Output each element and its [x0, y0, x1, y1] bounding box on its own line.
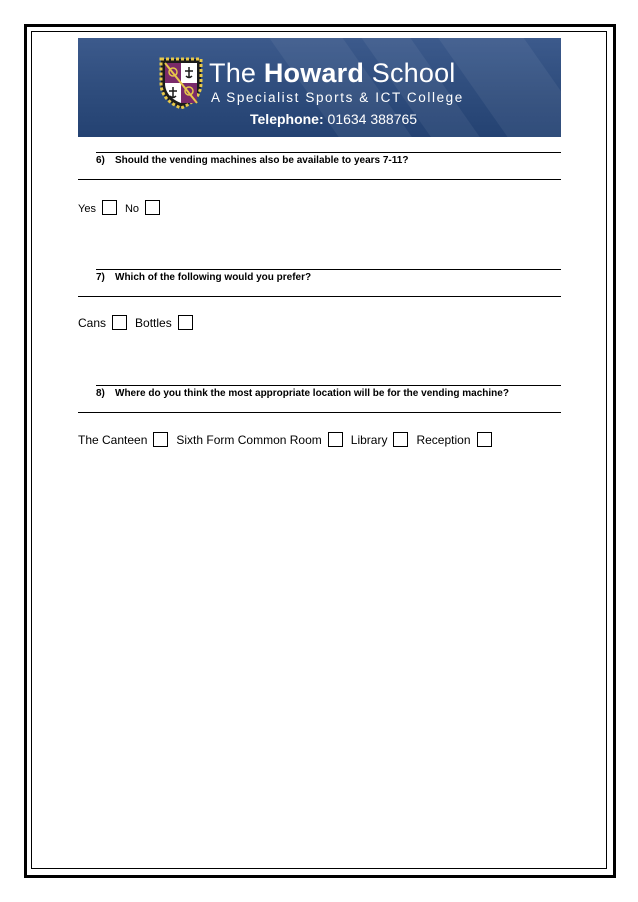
- question-6: 6) Should the vending machines also be available to years 7-11?: [96, 155, 409, 166]
- question-6-bottom-rule: [78, 179, 561, 180]
- school-telephone: Telephone: 01634 388765: [250, 111, 418, 127]
- checkbox-no[interactable]: [145, 200, 160, 215]
- question-8-bottom-rule: [78, 412, 561, 413]
- option-label: Reception: [416, 433, 471, 447]
- checkbox-yes[interactable]: [102, 200, 117, 215]
- question-7-top-rule: [96, 269, 561, 270]
- school-banner: [78, 38, 561, 137]
- question-8-answers: [78, 432, 500, 447]
- option-label: Cans: [78, 316, 107, 330]
- question-7-answers: [78, 315, 201, 330]
- option-label: Library: [350, 433, 388, 447]
- school-crest-icon: [159, 57, 203, 109]
- school-subtitle: A Specialist Sports & ICT College: [211, 90, 464, 105]
- option-label: Yes: [78, 203, 96, 215]
- question-7-bottom-rule: [78, 296, 561, 297]
- option-label: The Canteen: [78, 433, 148, 447]
- option-label: No: [124, 203, 140, 215]
- question-8: 8) Where do you think the most appropriate location will be for the vending machine?: [96, 388, 509, 399]
- checkbox-reception[interactable]: [477, 432, 492, 447]
- checkbox-sixth-form-common-room[interactable]: [328, 432, 343, 447]
- checkbox-library[interactable]: [393, 432, 408, 447]
- question-8-top-rule: [96, 385, 561, 386]
- question-6-top-rule: [96, 152, 561, 153]
- checkbox-the-canteen[interactable]: [153, 432, 168, 447]
- option-label: Bottles: [135, 316, 172, 330]
- school-name: The Howard School: [209, 58, 456, 88]
- question-7: 7) Which of the following would you prefer?: [96, 272, 312, 283]
- checkbox-cans[interactable]: [112, 315, 127, 330]
- question-6-answers: [78, 200, 168, 215]
- checkbox-bottles[interactable]: [178, 315, 193, 330]
- option-label: Sixth Form Common Room: [176, 433, 322, 447]
